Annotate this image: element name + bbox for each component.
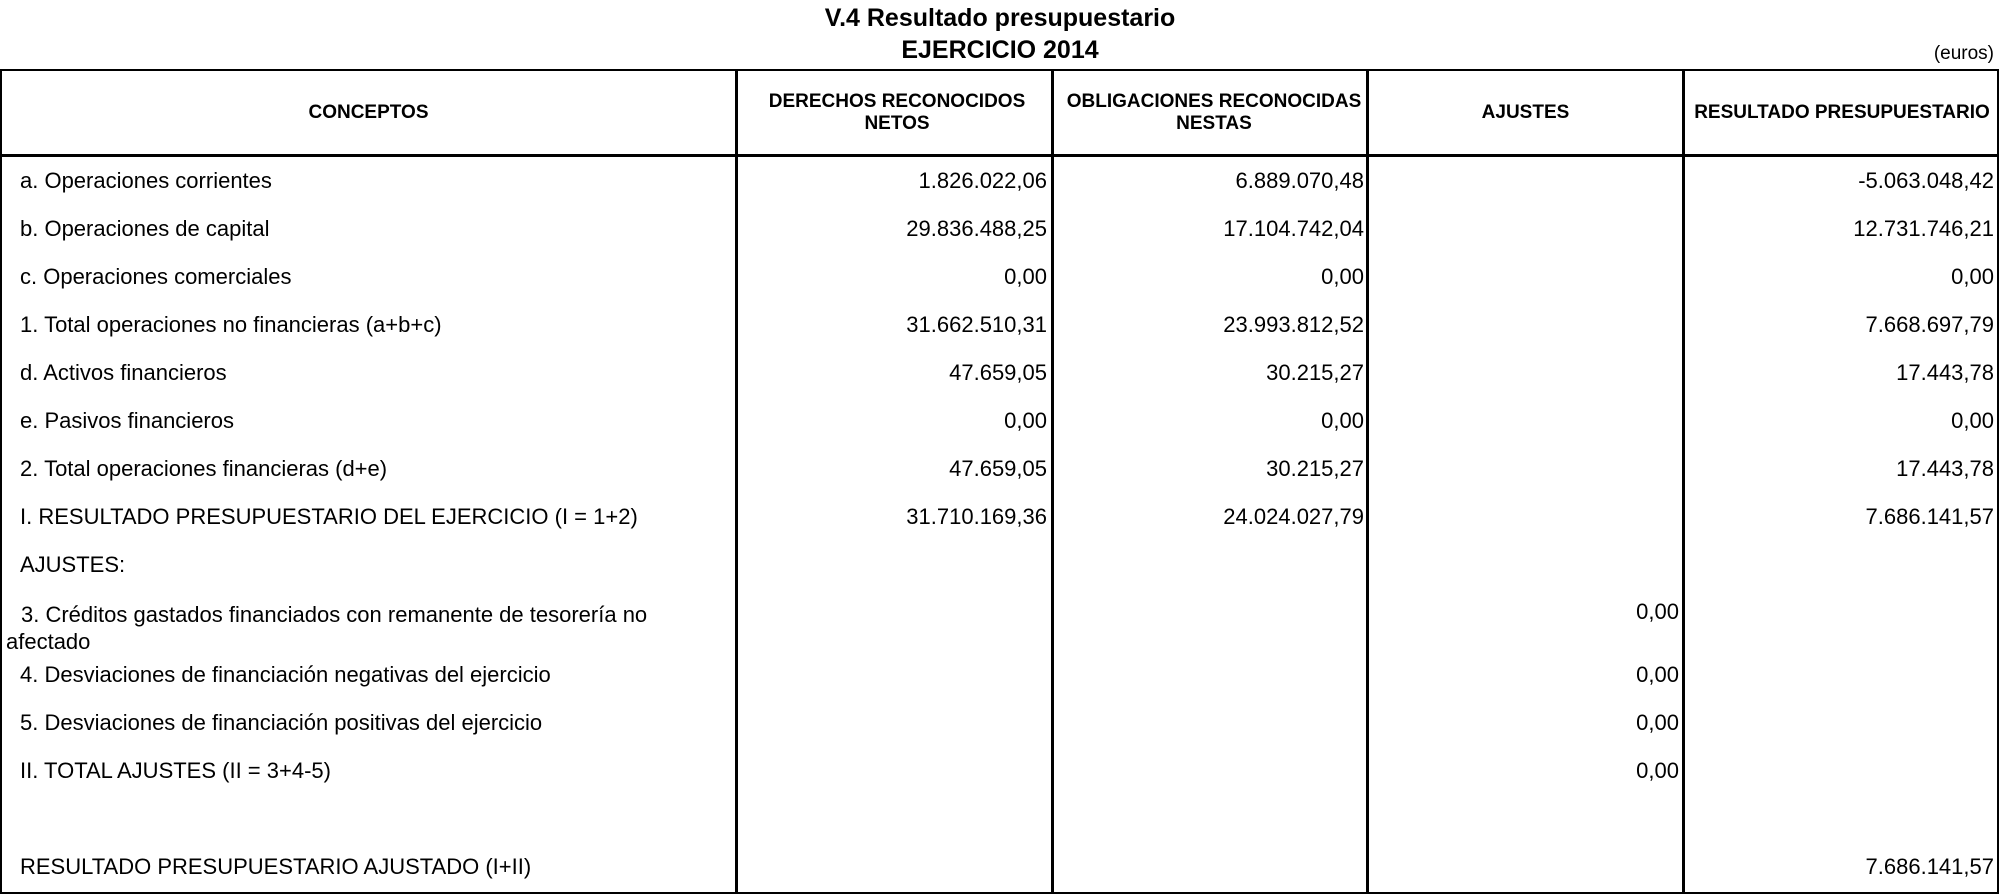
cell-derechos [740,699,1050,747]
cell-ajustes [1371,253,1682,301]
cell-resultado [1687,651,1997,699]
cell-ajustes: 0,00 [1636,662,1679,687]
cell-resultado: 0,00 [1951,264,1994,289]
cell-resultado: 12.731.746,21 [1853,216,1994,241]
cell-resultado [1687,589,1997,651]
cell-resultado [1687,747,1997,795]
cell-concepto: c. Operaciones comerciales [20,264,292,289]
cell-concepto: 5. Desviaciones de financiación positivas del ejercicio [20,710,543,735]
cell-resultado [1687,699,1997,747]
table-row [2,253,1997,301]
cell-ajustes: 0,00 [1636,710,1679,735]
cell-obligaciones: 24.024.027,79 [1223,504,1364,529]
cell-derechos: 47.659,05 [949,456,1047,481]
cell-derechos: 1.826.022,06 [918,168,1047,193]
table-row [2,397,1997,445]
cell-obligaciones [1055,651,1367,699]
units-label: (euros) [1933,43,1994,64]
cell-resultado: 7.686.141,57 [1865,504,1994,529]
cell-concepto: I. RESULTADO PRESUPUESTARIO DEL EJERCICIO (I = 1+2) [20,504,638,529]
cell-concepto: e. Pasivos financieros [20,408,234,433]
page-title: V.4 Resultado presupuestario [824,4,1176,32]
cell-obligaciones [1055,699,1367,747]
cell-obligaciones: 30.215,27 [1266,456,1364,481]
table-row [2,205,1997,253]
table-row [2,541,1997,589]
cell-obligaciones [1055,843,1367,891]
cell-resultado: 17.443,78 [1896,360,1994,385]
cell-obligaciones [1055,747,1367,795]
cell-concepto: 3. Créditos gastados financiados con remanente de tesorería no afectado [6,602,648,654]
cell-ajustes [1371,493,1682,541]
cell-derechos: 29.836.488,25 [906,216,1047,241]
cell-derechos [740,747,1050,795]
table-row [2,493,1997,541]
page-subtitle: EJERCICIO 2014 [901,36,1099,64]
cell-obligaciones: 23.993.812,52 [1223,312,1364,337]
cell-obligaciones [1055,541,1367,589]
cell-ajustes [1371,157,1682,205]
col-header-resultado: RESULTADO PRESUPUESTARIO [1694,101,1990,123]
cell-resultado: 17.443,78 [1896,456,1994,481]
table-row [2,157,1997,205]
budget-result-table [0,69,1999,894]
cell-concepto: 4. Desviaciones de financiación negativas del ejercicio [20,662,551,687]
cell-resultado: -5.063.048,42 [1858,168,1994,193]
cell-ajustes: 0,00 [1636,599,1679,624]
cell-ajustes [1371,301,1682,349]
cell-ajustes: 0,00 [1636,758,1679,783]
cell-concepto: d. Activos financieros [20,360,227,385]
cell-derechos: 47.659,05 [949,360,1047,385]
cell-resultado: 7.686.141,57 [1865,854,1994,879]
table-row [2,301,1997,349]
cell-derechos: 0,00 [1004,408,1047,433]
cell-derechos: 31.710.169,36 [906,504,1047,529]
table-row [2,651,1997,699]
cell-concepto: II. TOTAL AJUSTES (II = 3+4-5) [20,758,331,783]
cell-derechos: 0,00 [1004,264,1047,289]
col-header-derechos: DERECHOS RECONOCIDOS NETOS [768,90,1026,134]
cell-obligaciones [1055,589,1367,651]
table-row [2,445,1997,493]
table-row [2,747,1997,795]
cell-obligaciones: 30.215,27 [1266,360,1364,385]
cell-concepto: a. Operaciones corrientes [20,168,272,193]
cell-ajustes [1371,205,1682,253]
cell-obligaciones: 0,00 [1321,264,1364,289]
cell-ajustes [1371,397,1682,445]
cell-resultado: 0,00 [1951,408,1994,433]
cell-obligaciones: 17.104.742,04 [1223,216,1364,241]
cell-resultado: 7.668.697,79 [1865,312,1994,337]
cell-obligaciones: 0,00 [1321,408,1364,433]
cell-derechos [740,651,1050,699]
cell-derechos [740,589,1050,651]
cell-obligaciones: 6.889.070,48 [1235,168,1364,193]
cell-resultado [1687,541,1997,589]
cell-derechos [740,843,1050,891]
cell-concepto: 1. Total operaciones no financieras (a+b+c) [20,312,442,337]
cell-derechos [740,541,1050,589]
col-header-obligaciones: OBLIGACIONES RECONOCIDAS NESTAS [1066,90,1362,134]
table-row [2,589,1997,654]
cell-concepto: 2. Total operaciones financieras (d+e) [20,456,388,481]
col-header-ajustes: AJUSTES [1481,101,1570,123]
cell-concepto: b. Operaciones de capital [20,216,270,241]
cell-concepto: AJUSTES: [20,552,126,577]
cell-ajustes [1371,349,1682,397]
col-header-conceptos: CONCEPTOS [308,101,429,123]
cell-concepto: RESULTADO PRESUPUESTARIO AJUSTADO (I+II) [20,854,532,879]
cell-ajustes [1371,445,1682,493]
cell-ajustes [1371,843,1682,891]
table-row [2,843,1997,891]
table-row [2,699,1997,747]
cell-derechos: 31.662.510,31 [906,312,1047,337]
cell-ajustes [1371,541,1682,589]
table-row [2,349,1997,397]
